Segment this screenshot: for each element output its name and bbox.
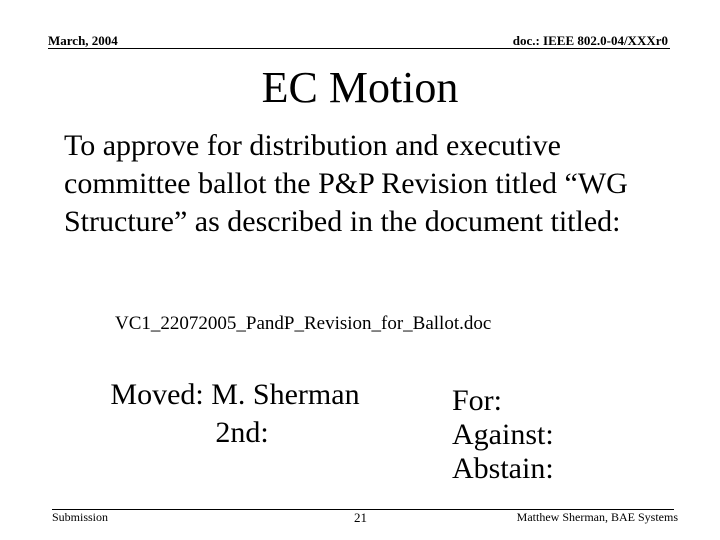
motion-movers [85, 376, 385, 452]
page-number: 21 [354, 510, 367, 525]
footer-author: Matthew Sherman, BAE Systems [516, 510, 678, 524]
slide-title: EC Motion [261, 63, 459, 112]
vote-against: Against: [452, 418, 554, 451]
vote-tally [452, 384, 554, 486]
vote-abstain: Abstain: [452, 452, 554, 485]
vote-for: For: [452, 384, 503, 417]
header-date: March, 2004 [48, 33, 118, 48]
header-doc-id: doc.: IEEE 802.0-04/XXXr0 [512, 33, 668, 48]
document-filename: VC1_22072005_PandP_Revision_for_Ballot.doc [115, 313, 492, 334]
seconded-by: 2nd: [215, 416, 269, 449]
motion-text: To approve for distribution and executive committee ballot the P&P Revision titled “WG Structure” as described in the document titled: [64, 129, 628, 238]
moved-by: Moved: M. Sherman [110, 378, 360, 411]
header-divider [48, 48, 670, 49]
footer-submission: Submission [52, 510, 109, 524]
